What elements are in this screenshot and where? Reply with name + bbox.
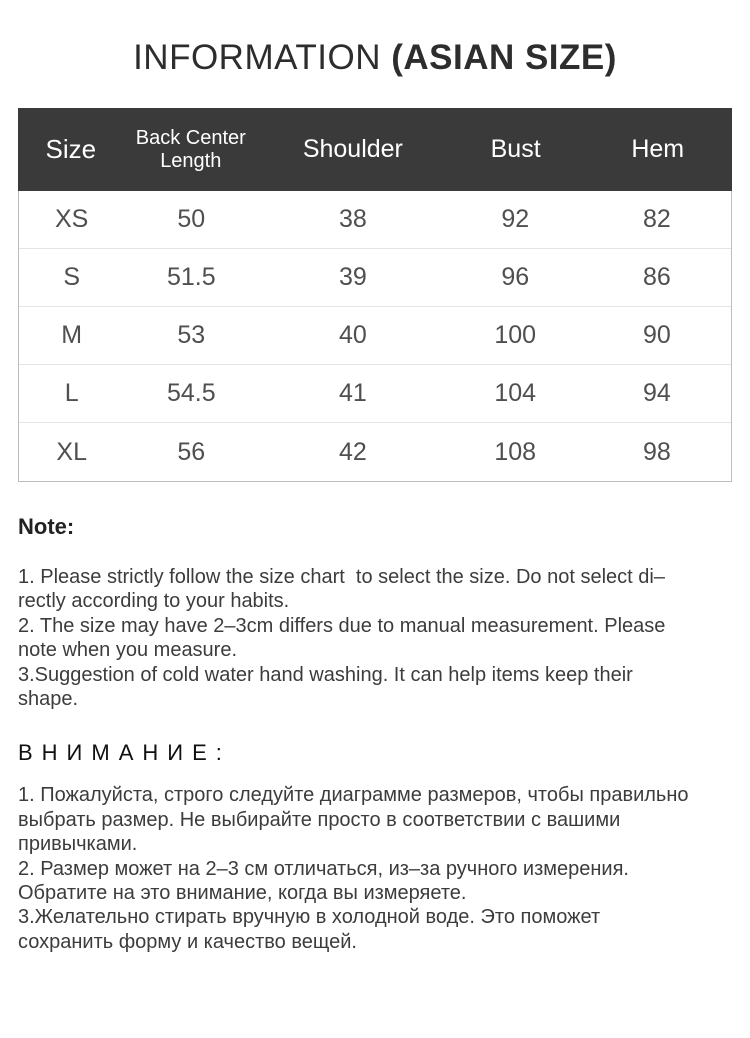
column-header-shoulder: Shoulder (302, 135, 403, 163)
table-cell: 98 (643, 437, 671, 466)
table-cell: 39 (339, 263, 367, 291)
note-heading: Note: (18, 514, 75, 539)
text-line: 1. Пожалуйста, строго следуйте диаграмме размеров, чтобы правильно (18, 784, 689, 807)
text-line: выбрать размер. Не выбирайте просто в соответствии с вашими (18, 808, 621, 831)
table-cell: 50 (177, 205, 206, 233)
table-cell: 90 (643, 321, 671, 349)
text-line: привычками. (18, 833, 138, 856)
title-regular: INFORMATION (133, 38, 392, 77)
table-cell: 38 (339, 205, 367, 233)
attention-heading: ВНИМАНИЕ: (18, 740, 231, 766)
table-cell: 96 (501, 263, 530, 291)
text-line: Обратите на это внимание, когда вы измеряете. (18, 882, 467, 905)
table-row (19, 249, 731, 307)
table-cell: M (61, 321, 83, 349)
text-line: 1. Please strictly follow the size chart to select the size. Do not select di– (18, 566, 665, 588)
column-header-hem: Hem (631, 135, 685, 163)
table-cell: 53 (177, 321, 206, 349)
table-cell: 100 (494, 321, 537, 349)
table-cell: 40 (339, 321, 367, 349)
text-line: 3.Желательно стирать вручную в холодной воде. Это поможет (18, 906, 601, 929)
table-row (19, 307, 731, 365)
table-cell: 42 (339, 437, 367, 466)
text-line: 3.Suggestion of cold water hand washing. It can help items keep their (18, 663, 633, 686)
table-cell: 56 (177, 437, 206, 466)
table-cell: 86 (643, 263, 671, 291)
table-cell: 108 (494, 437, 537, 466)
column-header-back-center-length: Back Center Length (135, 126, 246, 172)
table-cell: 41 (339, 379, 367, 407)
attention-section (18, 740, 732, 954)
table-row (19, 191, 731, 249)
table-cell: 82 (643, 205, 671, 233)
text-line: shape. (18, 688, 79, 711)
size-table-header (18, 108, 732, 191)
table-cell: 94 (643, 379, 671, 407)
table-cell: S (63, 263, 81, 291)
table-cell: 92 (501, 205, 530, 233)
table-cell: XL (56, 437, 87, 466)
text-line: сохранить форму и качество вещей. (18, 930, 357, 953)
table-cell: L (64, 379, 79, 407)
size-table (18, 108, 732, 482)
table-row (19, 365, 731, 423)
text-line: rectly according to your habits. (18, 590, 290, 613)
note-section (18, 514, 732, 711)
table-cell: 54.5 (166, 379, 216, 407)
table-row (19, 423, 731, 481)
size-table-body (18, 191, 732, 482)
text-line: 2. The size may have 2–3cm differs due to manual measurement. Please (18, 614, 666, 637)
text-line: note when you measure. (18, 639, 238, 662)
page-title (0, 38, 750, 78)
table-cell: XS (55, 205, 89, 233)
table-cell: 104 (494, 379, 537, 407)
table-cell: 51.5 (166, 263, 216, 291)
title-bold: (ASIAN SIZE) (391, 38, 617, 77)
column-header-size: Size (45, 134, 97, 164)
note-lines (18, 565, 732, 711)
column-header-bust: Bust (490, 135, 541, 163)
text-line: 2. Размер может на 2–3 см отличаться, из–за ручного измерения. (18, 857, 629, 880)
attention-lines (18, 783, 732, 954)
